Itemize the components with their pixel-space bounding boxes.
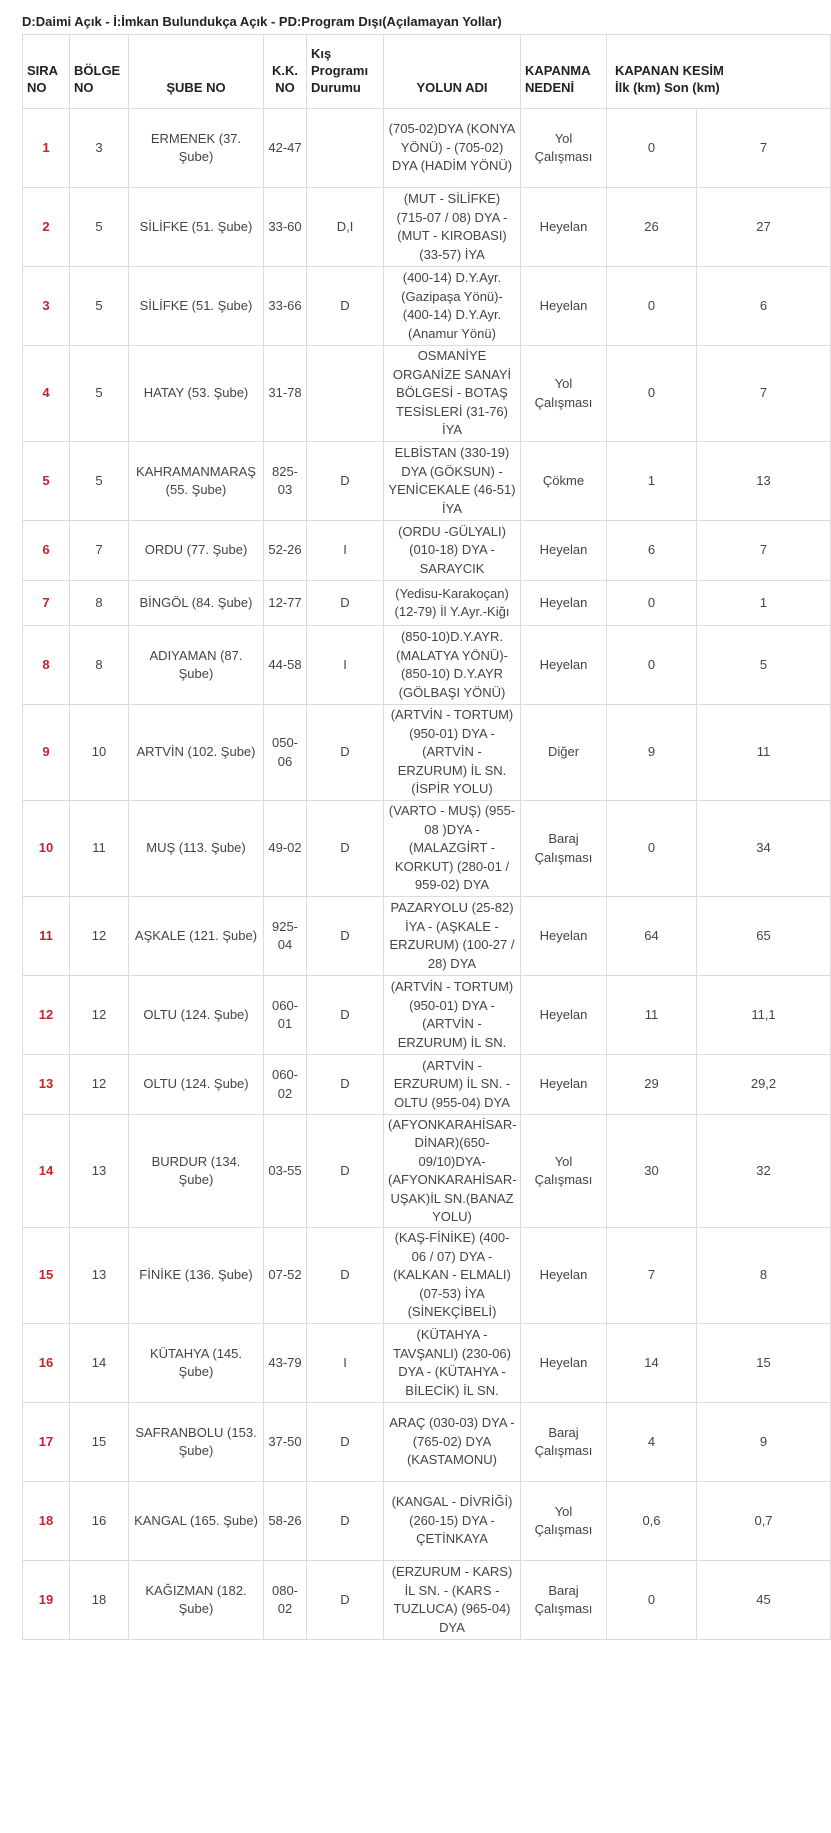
cell-sira: 8: [23, 626, 70, 705]
cell-kis: D: [307, 1228, 384, 1324]
cell-kk: 58-26: [264, 1482, 307, 1561]
cell-bolge: 12: [70, 1055, 129, 1115]
cell-kapanma-nedeni: Heyelan: [521, 521, 607, 581]
table-row: [23, 1324, 831, 1403]
cell-sira: 1: [23, 109, 70, 188]
header-kapanan-kesim-title: KAPANAN KESİM: [615, 63, 724, 78]
cell-bolge: 5: [70, 267, 129, 346]
cell-sube: ERMENEK (37. Şube): [129, 109, 264, 188]
cell-kis: D: [307, 442, 384, 521]
cell-ilk-km: 0: [607, 267, 697, 346]
cell-kapanma-nedeni: Baraj Çalışması: [521, 1561, 607, 1640]
cell-bolge: 15: [70, 1403, 129, 1482]
cell-kk: 44-58: [264, 626, 307, 705]
table-row: [23, 705, 831, 801]
cell-son-km: 15: [697, 1324, 831, 1403]
cell-son-km: 13: [697, 442, 831, 521]
cell-kapanma-nedeni: Heyelan: [521, 1055, 607, 1115]
header-sube: ŞUBE NO: [129, 35, 264, 109]
cell-bolge: 8: [70, 626, 129, 705]
cell-sira: 12: [23, 976, 70, 1055]
cell-yolun-adi: ELBİSTAN (330-19) DYA (GÖKSUN) - YENİCEKALE (46-51) İYA: [384, 442, 521, 521]
cell-sube: AŞKALE (121. Şube): [129, 897, 264, 976]
cell-yolun-adi: (705-02)DYA (KONYA YÖNÜ) - (705-02) DYA (HADİM YÖNÜ): [384, 109, 521, 188]
cell-kapanma-nedeni: Heyelan: [521, 976, 607, 1055]
header-kis-programi: Kış Programı Durumu: [307, 35, 384, 109]
cell-sube: MUŞ (113. Şube): [129, 801, 264, 897]
cell-kk: 42-47: [264, 109, 307, 188]
table-row: [23, 109, 831, 188]
cell-yolun-adi: ARAÇ (030-03) DYA - (765-02) DYA (KASTAMONU): [384, 1403, 521, 1482]
cell-ilk-km: 11: [607, 976, 697, 1055]
cell-kis: I: [307, 626, 384, 705]
cell-kapanma-nedeni: Heyelan: [521, 581, 607, 626]
cell-kk: 33-66: [264, 267, 307, 346]
cell-sube: SAFRANBOLU (153. Şube): [129, 1403, 264, 1482]
cell-kk: 43-79: [264, 1324, 307, 1403]
cell-sira: 10: [23, 801, 70, 897]
cell-sira: 7: [23, 581, 70, 626]
cell-sira: 16: [23, 1324, 70, 1403]
cell-yolun-adi: (KAŞ-FİNİKE) (400-06 / 07) DYA - (KALKAN - ELMALI) (07-53) İYA (SİNEKÇİBELİ): [384, 1228, 521, 1324]
cell-sira: 15: [23, 1228, 70, 1324]
cell-ilk-km: 9: [607, 705, 697, 801]
cell-kapanma-nedeni: Yol Çalışması: [521, 1482, 607, 1561]
header-kk: K.K. NO: [264, 35, 307, 109]
cell-sira: 19: [23, 1561, 70, 1640]
cell-kapanma-nedeni: Baraj Çalışması: [521, 1403, 607, 1482]
table-row: [23, 897, 831, 976]
cell-kk: 31-78: [264, 346, 307, 442]
cell-sube: OLTU (124. Şube): [129, 976, 264, 1055]
cell-son-km: 65: [697, 897, 831, 976]
cell-yolun-adi: (850-10)D.Y.AYR. (MALATYA YÖNÜ)-(850-10) D.Y.AYR (GÖLBAŞI YÖNÜ): [384, 626, 521, 705]
cell-sira: 6: [23, 521, 70, 581]
cell-sube: OLTU (124. Şube): [129, 1055, 264, 1115]
cell-sira: 18: [23, 1482, 70, 1561]
cell-yolun-adi: (KANGAL - DİVRİĞİ) (260-15) DYA - ÇETİNKAYA: [384, 1482, 521, 1561]
cell-sube: BURDUR (134. Şube): [129, 1115, 264, 1228]
cell-bolge: 12: [70, 897, 129, 976]
cell-sira: 2: [23, 188, 70, 267]
cell-ilk-km: 0: [607, 581, 697, 626]
cell-sira: 3: [23, 267, 70, 346]
table-row: [23, 1115, 831, 1228]
cell-kapanma-nedeni: Yol Çalışması: [521, 109, 607, 188]
table-row: [23, 188, 831, 267]
cell-kk: 37-50: [264, 1403, 307, 1482]
cell-ilk-km: 6: [607, 521, 697, 581]
cell-kk: 060-02: [264, 1055, 307, 1115]
cell-bolge: 16: [70, 1482, 129, 1561]
cell-sube: ADIYAMAN (87. Şube): [129, 626, 264, 705]
cell-kk: 12-77: [264, 581, 307, 626]
cell-bolge: 3: [70, 109, 129, 188]
cell-kapanma-nedeni: Heyelan: [521, 626, 607, 705]
cell-sira: 14: [23, 1115, 70, 1228]
cell-kapanma-nedeni: Heyelan: [521, 188, 607, 267]
header-sira: SIRA NO: [23, 35, 70, 109]
cell-ilk-km: 4: [607, 1403, 697, 1482]
cell-sube: SİLİFKE (51. Şube): [129, 188, 264, 267]
cell-ilk-km: 0: [607, 109, 697, 188]
closed-roads-table: [22, 34, 831, 1640]
cell-sube: KANGAL (165. Şube): [129, 1482, 264, 1561]
cell-yolun-adi: (ERZURUM - KARS) İL SN. - (KARS - TUZLUCA) (965-04) DYA: [384, 1561, 521, 1640]
cell-bolge: 12: [70, 976, 129, 1055]
cell-kk: 49-02: [264, 801, 307, 897]
cell-son-km: 1: [697, 581, 831, 626]
cell-son-km: 32: [697, 1115, 831, 1228]
cell-ilk-km: 0: [607, 801, 697, 897]
cell-son-km: 7: [697, 346, 831, 442]
table-row: [23, 521, 831, 581]
cell-yolun-adi: PAZARYOLU (25-82) İYA - (AŞKALE - ERZURUM) (100-27 / 28) DYA: [384, 897, 521, 976]
cell-kis: D: [307, 1055, 384, 1115]
table-header-row: [23, 35, 831, 109]
cell-kapanma-nedeni: Çökme: [521, 442, 607, 521]
table-row: [23, 1561, 831, 1640]
cell-son-km: 0,7: [697, 1482, 831, 1561]
cell-bolge: 14: [70, 1324, 129, 1403]
cell-sira: 13: [23, 1055, 70, 1115]
header-kapanma-nedeni: KAPANMA NEDENİ: [521, 35, 607, 109]
cell-son-km: 6: [697, 267, 831, 346]
cell-kk: 03-55: [264, 1115, 307, 1228]
cell-kk: 825-03: [264, 442, 307, 521]
cell-kk: 925-04: [264, 897, 307, 976]
cell-bolge: 5: [70, 188, 129, 267]
cell-kapanma-nedeni: Heyelan: [521, 1324, 607, 1403]
cell-bolge: 18: [70, 1561, 129, 1640]
cell-yolun-adi: (400-14) D.Y.Ayr. (Gazipaşa Yönü)-(400-14) D.Y.Ayr. (Anamur Yönü): [384, 267, 521, 346]
cell-ilk-km: 1: [607, 442, 697, 521]
cell-yolun-adi: (AFYONKARAHİSAR-DİNAR)(650-09/10)DYA-(AFYONKARAHİSAR-UŞAK)İL SN.(BANAZ YOLU): [384, 1115, 521, 1228]
cell-sube: KÜTAHYA (145. Şube): [129, 1324, 264, 1403]
cell-ilk-km: 26: [607, 188, 697, 267]
cell-kk: 07-52: [264, 1228, 307, 1324]
cell-kis: I: [307, 1324, 384, 1403]
cell-kis: [307, 109, 384, 188]
cell-sube: BİNGÖL (84. Şube): [129, 581, 264, 626]
cell-kis: D,I: [307, 188, 384, 267]
cell-son-km: 9: [697, 1403, 831, 1482]
cell-kapanma-nedeni: Yol Çalışması: [521, 1115, 607, 1228]
cell-yolun-adi: (MUT - SİLİFKE) (715-07 / 08) DYA - (MUT - KIROBASI) (33-57) İYA: [384, 188, 521, 267]
cell-son-km: 45: [697, 1561, 831, 1640]
table-row: [23, 1228, 831, 1324]
header-bolge: BÖLGE NO: [70, 35, 129, 109]
cell-son-km: 11: [697, 705, 831, 801]
cell-sube: KAHRAMANMARAŞ (55. Şube): [129, 442, 264, 521]
cell-ilk-km: 7: [607, 1228, 697, 1324]
cell-yolun-adi: (ARTVİN - TORTUM) (950-01) DYA - (ARTVİN - ERZURUM) İL SN.: [384, 976, 521, 1055]
cell-kis: D: [307, 1482, 384, 1561]
cell-ilk-km: 64: [607, 897, 697, 976]
cell-kapanma-nedeni: Yol Çalışması: [521, 346, 607, 442]
cell-son-km: 11,1: [697, 976, 831, 1055]
cell-kis: D: [307, 267, 384, 346]
cell-bolge: 11: [70, 801, 129, 897]
cell-kis: D: [307, 1403, 384, 1482]
cell-kis: D: [307, 1115, 384, 1228]
cell-kapanma-nedeni: Heyelan: [521, 897, 607, 976]
cell-ilk-km: 0: [607, 1561, 697, 1640]
header-ilk-km: İlk (km): [615, 80, 661, 95]
table-row: [23, 581, 831, 626]
cell-yolun-adi: (ARTVİN - TORTUM) (950-01) DYA - (ARTVİN - ERZURUM) İL SN. (İSPİR YOLU): [384, 705, 521, 801]
cell-yolun-adi: (Yedisu-Karakoçan) (12-79) İl Y.Ayr.-Kiğı: [384, 581, 521, 626]
cell-son-km: 8: [697, 1228, 831, 1324]
cell-bolge: 13: [70, 1115, 129, 1228]
cell-bolge: 13: [70, 1228, 129, 1324]
cell-kapanma-nedeni: Baraj Çalışması: [521, 801, 607, 897]
cell-bolge: 5: [70, 442, 129, 521]
cell-sube: ARTVİN (102. Şube): [129, 705, 264, 801]
cell-kk: 080-02: [264, 1561, 307, 1640]
cell-kis: D: [307, 581, 384, 626]
cell-sira: 9: [23, 705, 70, 801]
table-row: [23, 626, 831, 705]
cell-son-km: 34: [697, 801, 831, 897]
cell-yolun-adi: (VARTO - MUŞ) (955-08 )DYA - (MALAZGİRT - KORKUT) (280-01 / 959-02) DYA: [384, 801, 521, 897]
cell-yolun-adi: (KÜTAHYA - TAVŞANLI) (230-06) DYA - (KÜTAHYA - BİLECİK) İL SN.: [384, 1324, 521, 1403]
cell-kapanma-nedeni: Heyelan: [521, 267, 607, 346]
cell-yolun-adi: OSMANİYE ORGANİZE SANAYİ BÖLGESİ - BOTAŞ TESİSLERİ (31-76) İYA: [384, 346, 521, 442]
cell-kis: D: [307, 1561, 384, 1640]
cell-son-km: 27: [697, 188, 831, 267]
table-row: [23, 976, 831, 1055]
cell-kk: 060-01: [264, 976, 307, 1055]
table-row: [23, 267, 831, 346]
cell-sira: 17: [23, 1403, 70, 1482]
cell-ilk-km: 30: [607, 1115, 697, 1228]
cell-sube: FİNİKE (136. Şube): [129, 1228, 264, 1324]
cell-kk: 050-06: [264, 705, 307, 801]
cell-kk: 52-26: [264, 521, 307, 581]
cell-sira: 4: [23, 346, 70, 442]
cell-ilk-km: 29: [607, 1055, 697, 1115]
cell-kk: 33-60: [264, 188, 307, 267]
cell-sira: 5: [23, 442, 70, 521]
cell-ilk-km: 0: [607, 346, 697, 442]
cell-son-km: 29,2: [697, 1055, 831, 1115]
table-scroll-container[interactable]: [22, 34, 777, 1640]
cell-son-km: 7: [697, 521, 831, 581]
table-row: [23, 801, 831, 897]
cell-kis: D: [307, 705, 384, 801]
cell-kis: D: [307, 801, 384, 897]
cell-kis: I: [307, 521, 384, 581]
cell-ilk-km: 0: [607, 626, 697, 705]
cell-bolge: 5: [70, 346, 129, 442]
table-row: [23, 442, 831, 521]
legend-text: D:Daimi Açık - İ:İmkan Bulundukça Açık - PD:Program Dışı(Açılamayan Yollar): [22, 14, 502, 29]
header-kapanan-kesim: [607, 35, 831, 109]
header-yolun-adi: YOLUN ADI: [384, 35, 521, 109]
table-row: [23, 1055, 831, 1115]
table-row: [23, 1482, 831, 1561]
cell-yolun-adi: (ORDU -GÜLYALI) (010-18) DYA - SARAYCIK: [384, 521, 521, 581]
cell-son-km: 5: [697, 626, 831, 705]
cell-sube: KAĞIZMAN (182. Şube): [129, 1561, 264, 1640]
cell-kis: [307, 346, 384, 442]
cell-ilk-km: 14: [607, 1324, 697, 1403]
cell-kis: D: [307, 897, 384, 976]
cell-kapanma-nedeni: Diğer: [521, 705, 607, 801]
cell-ilk-km: 0,6: [607, 1482, 697, 1561]
cell-sube: SİLİFKE (51. Şube): [129, 267, 264, 346]
cell-bolge: 8: [70, 581, 129, 626]
cell-son-km: 7: [697, 109, 831, 188]
cell-sira: 11: [23, 897, 70, 976]
header-son-km: Son (km): [664, 80, 720, 95]
cell-kis: D: [307, 976, 384, 1055]
cell-bolge: 7: [70, 521, 129, 581]
cell-yolun-adi: (ARTVİN - ERZURUM) İL SN. - OLTU (955-04) DYA: [384, 1055, 521, 1115]
cell-sube: ORDU (77. Şube): [129, 521, 264, 581]
table-row: [23, 346, 831, 442]
table-row: [23, 1403, 831, 1482]
cell-bolge: 10: [70, 705, 129, 801]
cell-sube: HATAY (53. Şube): [129, 346, 264, 442]
cell-kapanma-nedeni: Heyelan: [521, 1228, 607, 1324]
